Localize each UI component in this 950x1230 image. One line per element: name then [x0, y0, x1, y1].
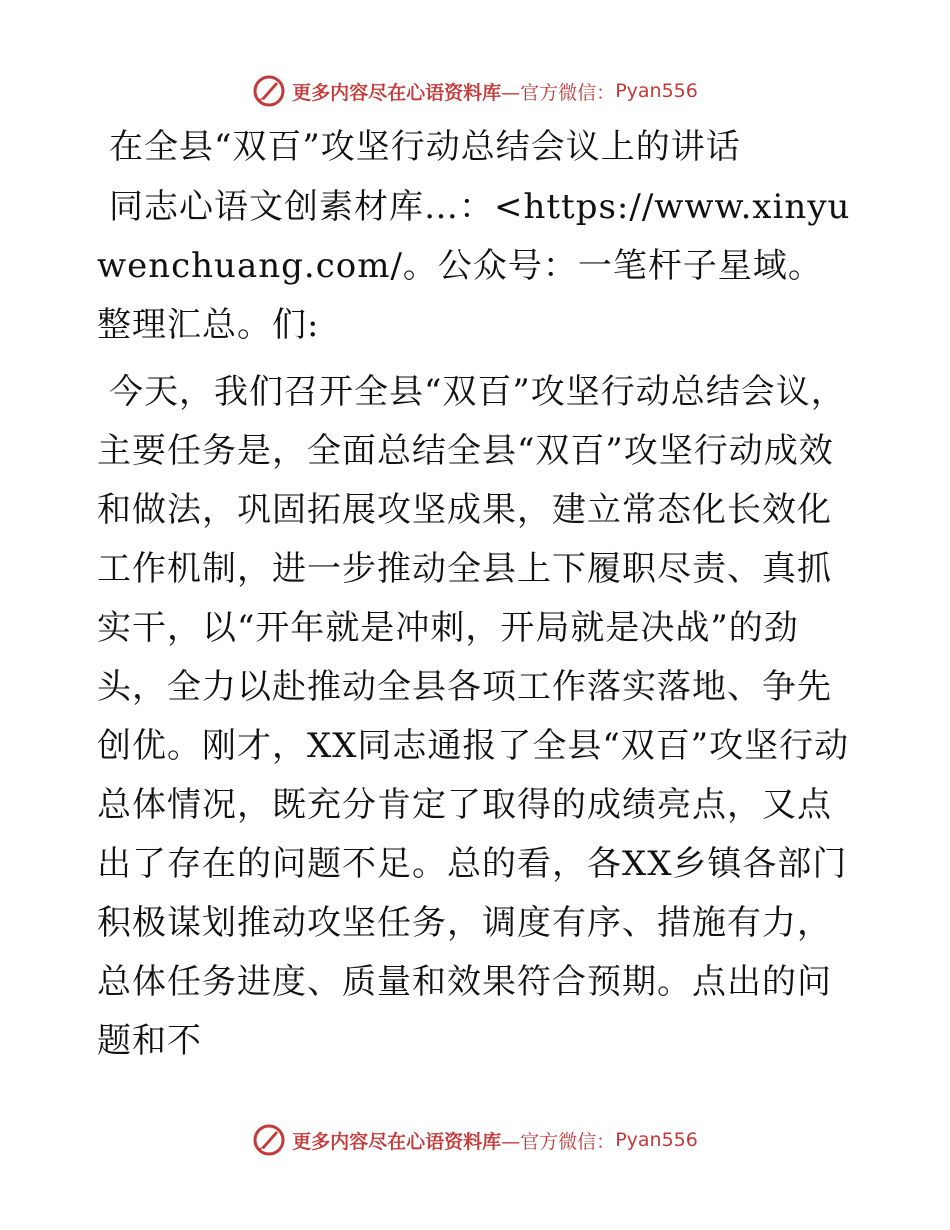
banner-main-text: 更多内容尽在心语资料库: [292, 1130, 502, 1153]
banner-sub-text: —官方微信：: [501, 81, 616, 104]
banner-sub-text: —官方微信：: [501, 1130, 616, 1153]
header-watermark-banner: [0, 71, 950, 111]
banner-wechat-id: Pyan556: [615, 1129, 698, 1151]
quill-pen-logo-icon: [252, 74, 286, 108]
footer-watermark-banner: [0, 1120, 950, 1160]
banner-main-text: 更多内容尽在心语资料库: [292, 81, 502, 104]
document-body: [97, 124, 857, 1079]
page-title: 在全县“双百”攻坚行动总结会议上的讲话: [109, 127, 741, 167]
quill-pen-logo-icon: [252, 1123, 286, 1157]
body-paragraph: 今天，我们召开全县“双百”攻坚行动总结会议，主要任务是，全面总结全县“双百”攻坚行动成效和做法，巩固拓展攻坚成果，建立常态化长效化工作机制，进一步推动全县上下履职尽责、真抓实干，以“开年就是冲刺，开局就是决战”的劲头，全力以赴推动全县各项工作落实落地、争先创优。刚才，XX同志通报了全县“双百”攻坚行动总体情况，既充分肯定了取得的成绩亮点，又点出了存在的问题不足。总的看，各XX乡镇各部门积极谋划推动攻坚任务，调度有序、措施有力，总体任务进度、质量和效果符合预期。点出的问题和不: [97, 372, 850, 1061]
banner-wechat-id: Pyan556: [615, 80, 698, 102]
greeting-paragraph: 同志心语文创素材库…：<https://www.xinyuwenchuang.com/。公众号：一笔杆子星域。整理汇总。们:: [97, 187, 851, 345]
